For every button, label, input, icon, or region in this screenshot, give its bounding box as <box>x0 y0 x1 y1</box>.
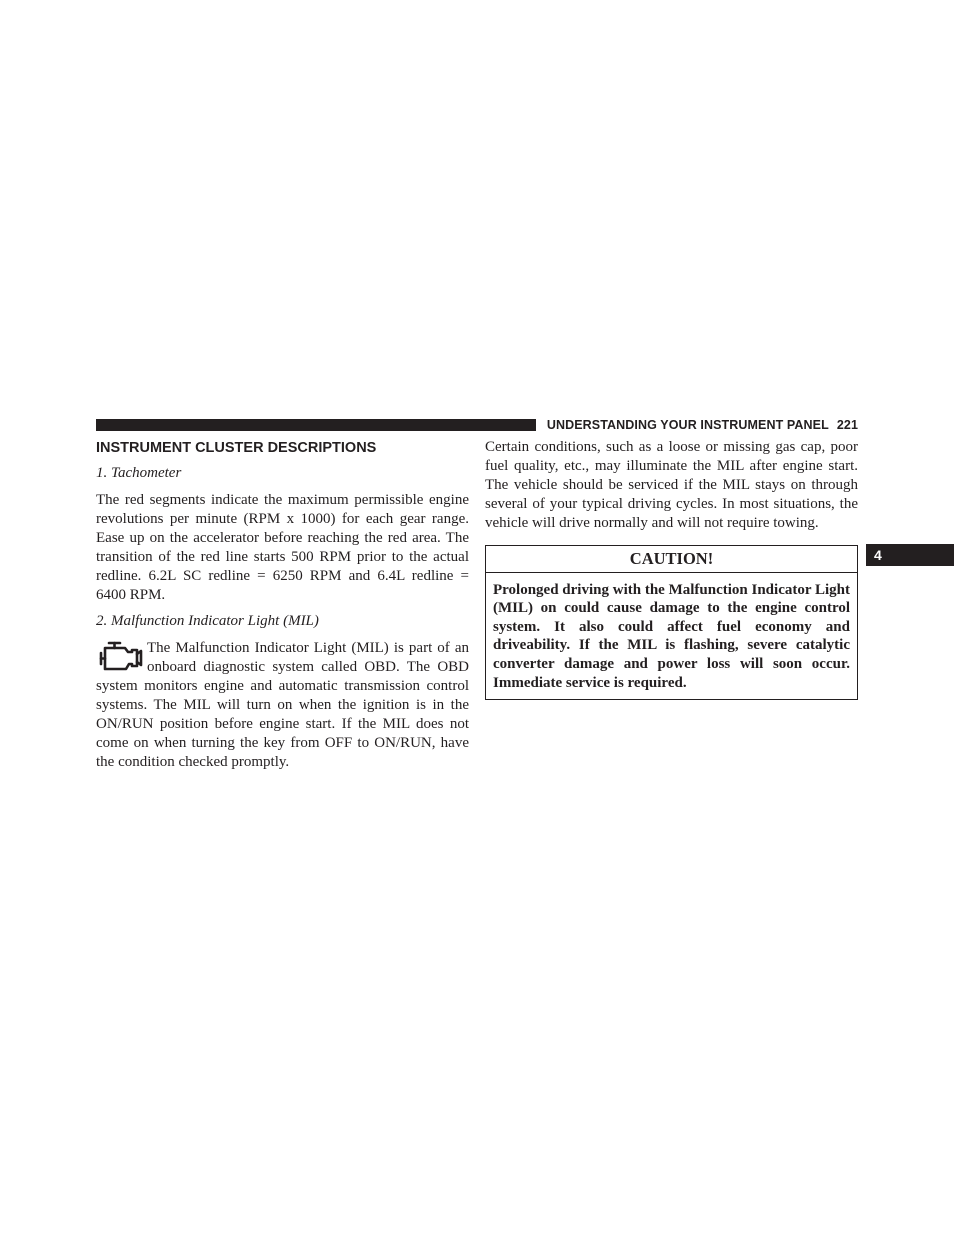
caution-text: Prolonged driving with the Malfunction Indicator Light (MIL) on could cause damage to the engine control system. It also could affect fuel economy and driveability. If the MIL is flashing, severe catalytic converter damage and power loss will soon occur. Immediate service is required. <box>493 581 850 691</box>
header-section-title: UNDERSTANDING YOUR INSTRUMENT PANEL <box>546 418 829 432</box>
mil-heading: 2. Malfunction Indicator Light (MIL) <box>96 613 319 630</box>
caution-title: CAUTION! <box>486 546 857 573</box>
left-column <box>96 438 469 780</box>
section-title: INSTRUMENT CLUSTER DESCRIPTIONS <box>96 440 377 456</box>
mil-conditions-paragraph: Certain conditions, such as a loose or missing gas cap, poor fuel quality, etc., may illuminate the MIL after engine start. The vehicle should be serviced if the MIL stays on through several of your typical driving cycles. In most situations, the vehicle will drive normally and will not require towing. <box>485 439 858 531</box>
mil-text: The Malfunction Indicator Light (MIL) is part of an onboard diagnostic system called OBD. The OBD system monitors engine and automatic transmission control systems. The MIL will turn on when the ignition is in the ON/RUN position before engine start. If the MIL does not come on when turning the key from OFF to ON/RUN, have the condition checked promptly. <box>96 640 469 770</box>
check-engine-icon <box>96 640 144 674</box>
caution-box <box>485 545 858 701</box>
tachometer-heading: 1. Tachometer <box>96 465 182 481</box>
page-number: 221 <box>836 418 858 432</box>
header-rule <box>96 419 536 431</box>
right-column <box>485 438 858 700</box>
chapter-tab: 4 <box>866 544 954 566</box>
tachometer-paragraph: The red segments indicate the maximum permissible engine revolutions per minute (RPM x 1000) for each gear range. Ease up on the accelerator before reaching the red area. The transition of the red line starts 500 RPM prior to the actual redline. 6.2L SC redline = 6250 RPM and 6.4L redline = 6400 RPM. <box>96 492 469 603</box>
mil-paragraph <box>96 639 469 771</box>
running-header <box>546 417 858 433</box>
